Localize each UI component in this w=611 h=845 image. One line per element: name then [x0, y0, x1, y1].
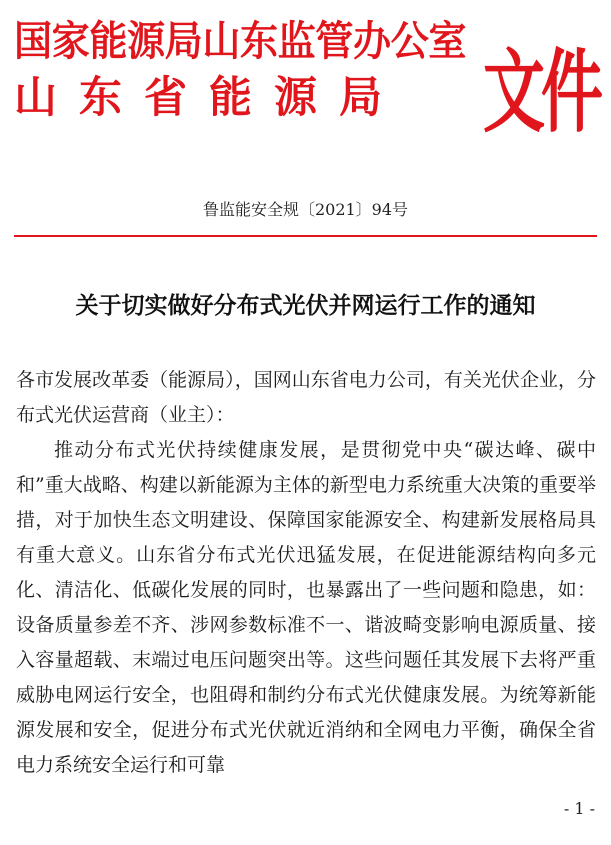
document-type-label: 文件 — [482, 38, 599, 145]
header-divider — [14, 235, 597, 237]
issuing-org-line-2: 山东省能源局 — [14, 73, 404, 123]
body-paragraph: 推动分布式光伏持续健康发展，是贯彻党中央“碳达峰、碳中和”重大战略、构建以新能源为主体的新型电力系统重大决策的重要举措，对于加快生态文明建设、保障国家能源安全、构建新发展格局具有重大意义。山东省分布式光伏迅猛发展，在促进能源结构向多元化、清洁化、低碳化发展的同时，也暴露出了一些问题和隐患，如：设备质量参差不齐、涉网参数标准不一、谐波畸变影响电源质量、接入容量超载、末端过电压问题突出等。这些问题任其发展下去将严重威胁电网运行安全，也阻碍和制约分布式光伏健康发展。为统筹新能源发展和安全，促进分布式光伏就近消纳和全网电力平衡，确保全省电力系统安全运行和可靠 — [16, 439, 596, 776]
document-header — [14, 8, 599, 145]
issuing-org-line-1: 国家能源局山东监管办公室 — [14, 17, 466, 65]
document-number: 鲁监能安全规〔2021〕94号 — [202, 200, 409, 219]
document-body — [16, 363, 596, 783]
recipients-paragraph: 各市发展改革委（能源局），国网山东省电力公司，有关光伏企业，分布式光伏运营商（业主）： — [16, 369, 596, 426]
document-title: 关于切实做好分布式光伏并网运行工作的通知 — [75, 292, 536, 319]
page-number: - 1 - — [563, 799, 595, 818]
